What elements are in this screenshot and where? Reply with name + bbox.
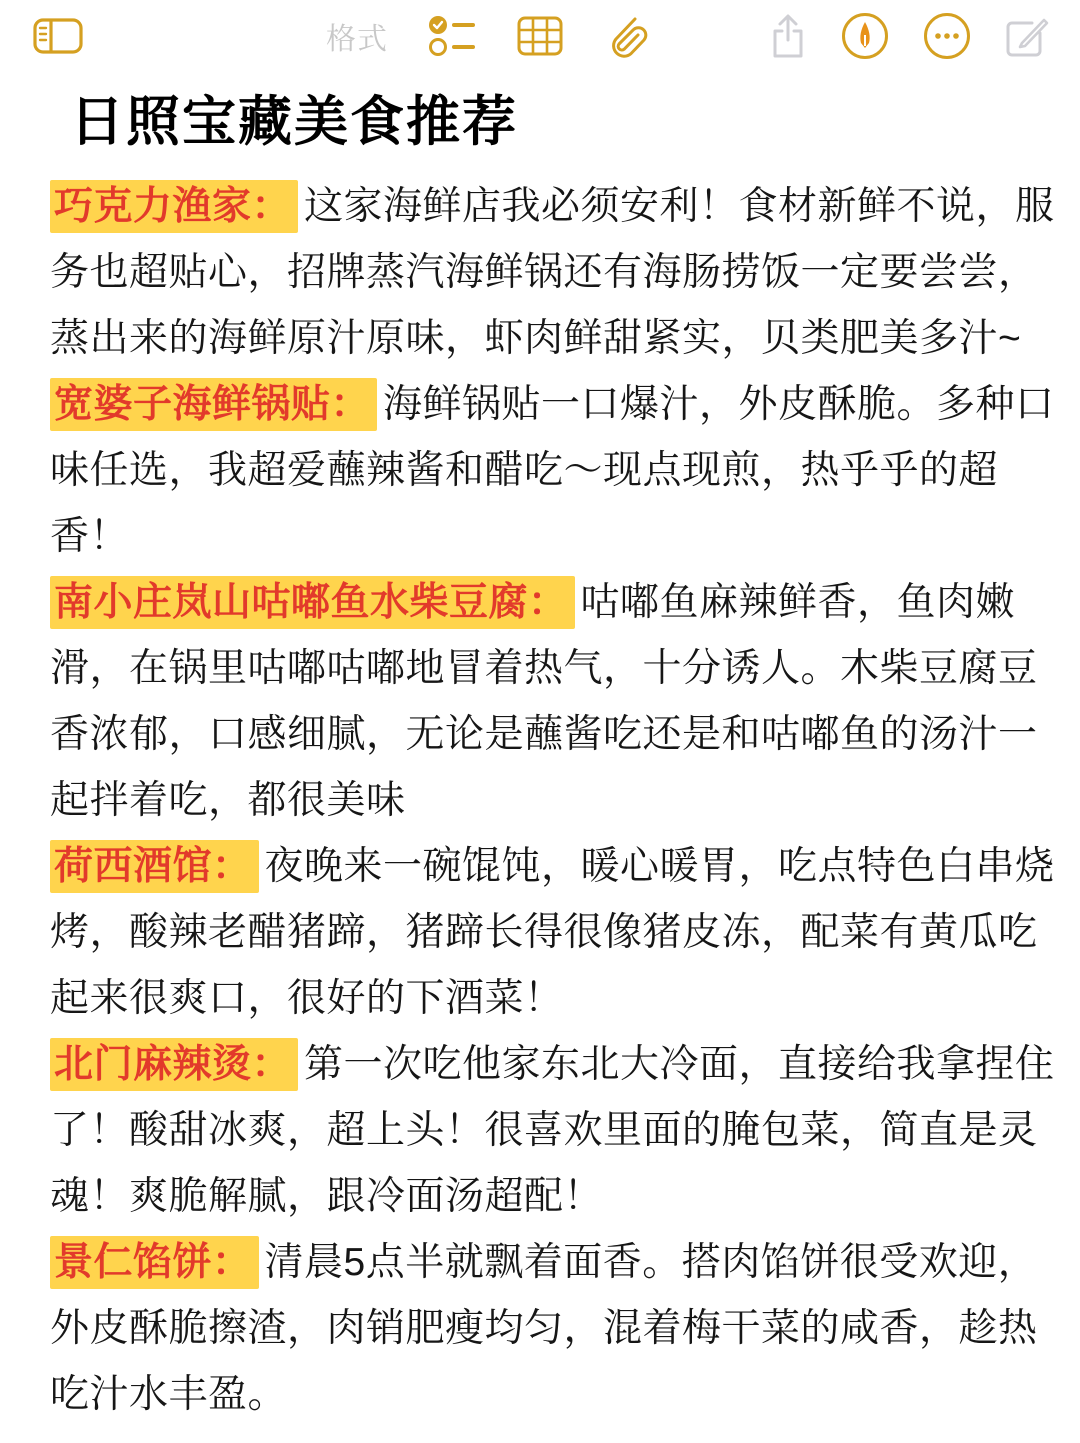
food-entry [50, 834, 1055, 1032]
sidebar-icon [32, 16, 84, 56]
text-line: 香浓郁，口感细腻，无论是蘸酱吃还是和咕嘟鱼的汤汁一 [50, 713, 1038, 756]
entry-text: 第一次吃他家东北大冷面，直接给我拿捏住 [304, 1043, 1055, 1086]
entry-text: 海鲜锅贴一口爆汁，外皮酥脆。多种口 [383, 383, 1055, 426]
checklist-icon [428, 13, 476, 59]
text-line [50, 372, 1055, 438]
entry-text: 这家海鲜店我必须安利！食材新鲜不说，服 [304, 185, 1055, 228]
food-entry [50, 174, 1055, 372]
restaurant-name-highlight: 巧克力渔家： [50, 180, 298, 233]
table-icon [516, 15, 564, 57]
text-line [50, 1230, 1050, 1296]
food-entry [50, 1230, 1050, 1428]
text-line: 起拌着吃，都很美味 [50, 779, 406, 822]
entry-text: 夜晚来一碗馄饨，暖心暖胃，吃点特色白串烧 [264, 845, 1055, 888]
compose-icon [1004, 13, 1050, 59]
text-line: 滑，在锅里咕嘟咕嘟地冒着热气，十分诱人。木柴豆腐豆 [50, 647, 1038, 690]
text-line: 外皮酥脆擦渣，肉销肥瘦均匀，混着梅干菜的咸香，趁热 [50, 1307, 1038, 1350]
checklist-button[interactable] [428, 13, 476, 59]
text-line: 烤，酸辣老醋猪蹄，猪蹄长得很像猪皮冻，配菜有黄瓜吃 [50, 911, 1038, 954]
note-body [50, 174, 1055, 1428]
text-line: 务也超贴心，招牌蒸汽海鲜锅还有海肠捞饭一定要尝尝， [50, 251, 1038, 294]
text-line: 味任选，我超爱蘸辣酱和醋吃～现点现煎，热乎乎的超 [50, 449, 999, 492]
text-line [50, 1032, 1055, 1098]
text-line [50, 834, 1055, 900]
paperclip-icon [604, 13, 648, 59]
sidebar-toggle-button[interactable] [32, 16, 84, 56]
share-button[interactable] [768, 12, 808, 60]
note-title: 日照宝藏美食推荐 [70, 92, 518, 152]
markup-button[interactable] [840, 11, 890, 61]
compose-button[interactable] [1004, 13, 1050, 59]
restaurant-name-highlight: 荷西酒馆： [50, 840, 259, 893]
text-line: 了！酸甜冰爽，超上头！很喜欢里面的腌包菜，简直是灵 [50, 1109, 1038, 1152]
toolbar [0, 0, 1080, 72]
text-line: 魂！爽脆解腻，跟冷面汤超配！ [50, 1175, 604, 1218]
restaurant-name-highlight: 南小庄岚山咕嘟鱼水柴豆腐： [50, 576, 575, 629]
text-line: 吃汁水丰盈。 [50, 1373, 288, 1416]
text-line [50, 570, 1050, 636]
text-line: 香！ [50, 515, 130, 558]
text-line: 起来很爽口，很好的下酒菜！ [50, 977, 564, 1020]
text-line [50, 174, 1055, 240]
entry-text: 清晨5点半就飘着面香。搭肉馅饼很受欢迎， [264, 1241, 1038, 1284]
more-ellipsis-icon [922, 11, 972, 61]
attachment-button[interactable] [604, 13, 648, 59]
markup-icon [840, 11, 890, 61]
restaurant-name-highlight: 景仁馅饼： [50, 1236, 259, 1289]
text-line: 蒸出来的海鲜原汁原味，虾肉鲜甜紧实，贝类肥美多汁~ [50, 317, 1022, 360]
restaurant-name-highlight: 北门麻辣烫： [50, 1038, 298, 1091]
food-entry [50, 570, 1050, 834]
format-button[interactable]: 格式 [326, 23, 388, 56]
food-entry [50, 372, 1055, 570]
table-button[interactable] [516, 15, 564, 57]
more-button[interactable] [922, 11, 972, 61]
entry-text: 咕嘟鱼麻辣鲜香，鱼肉嫩 [580, 581, 1016, 624]
share-icon [768, 12, 808, 60]
food-entry [50, 1032, 1055, 1230]
restaurant-name-highlight: 宽婆子海鲜锅贴： [50, 378, 377, 431]
note-editor[interactable] [0, 72, 1080, 1428]
